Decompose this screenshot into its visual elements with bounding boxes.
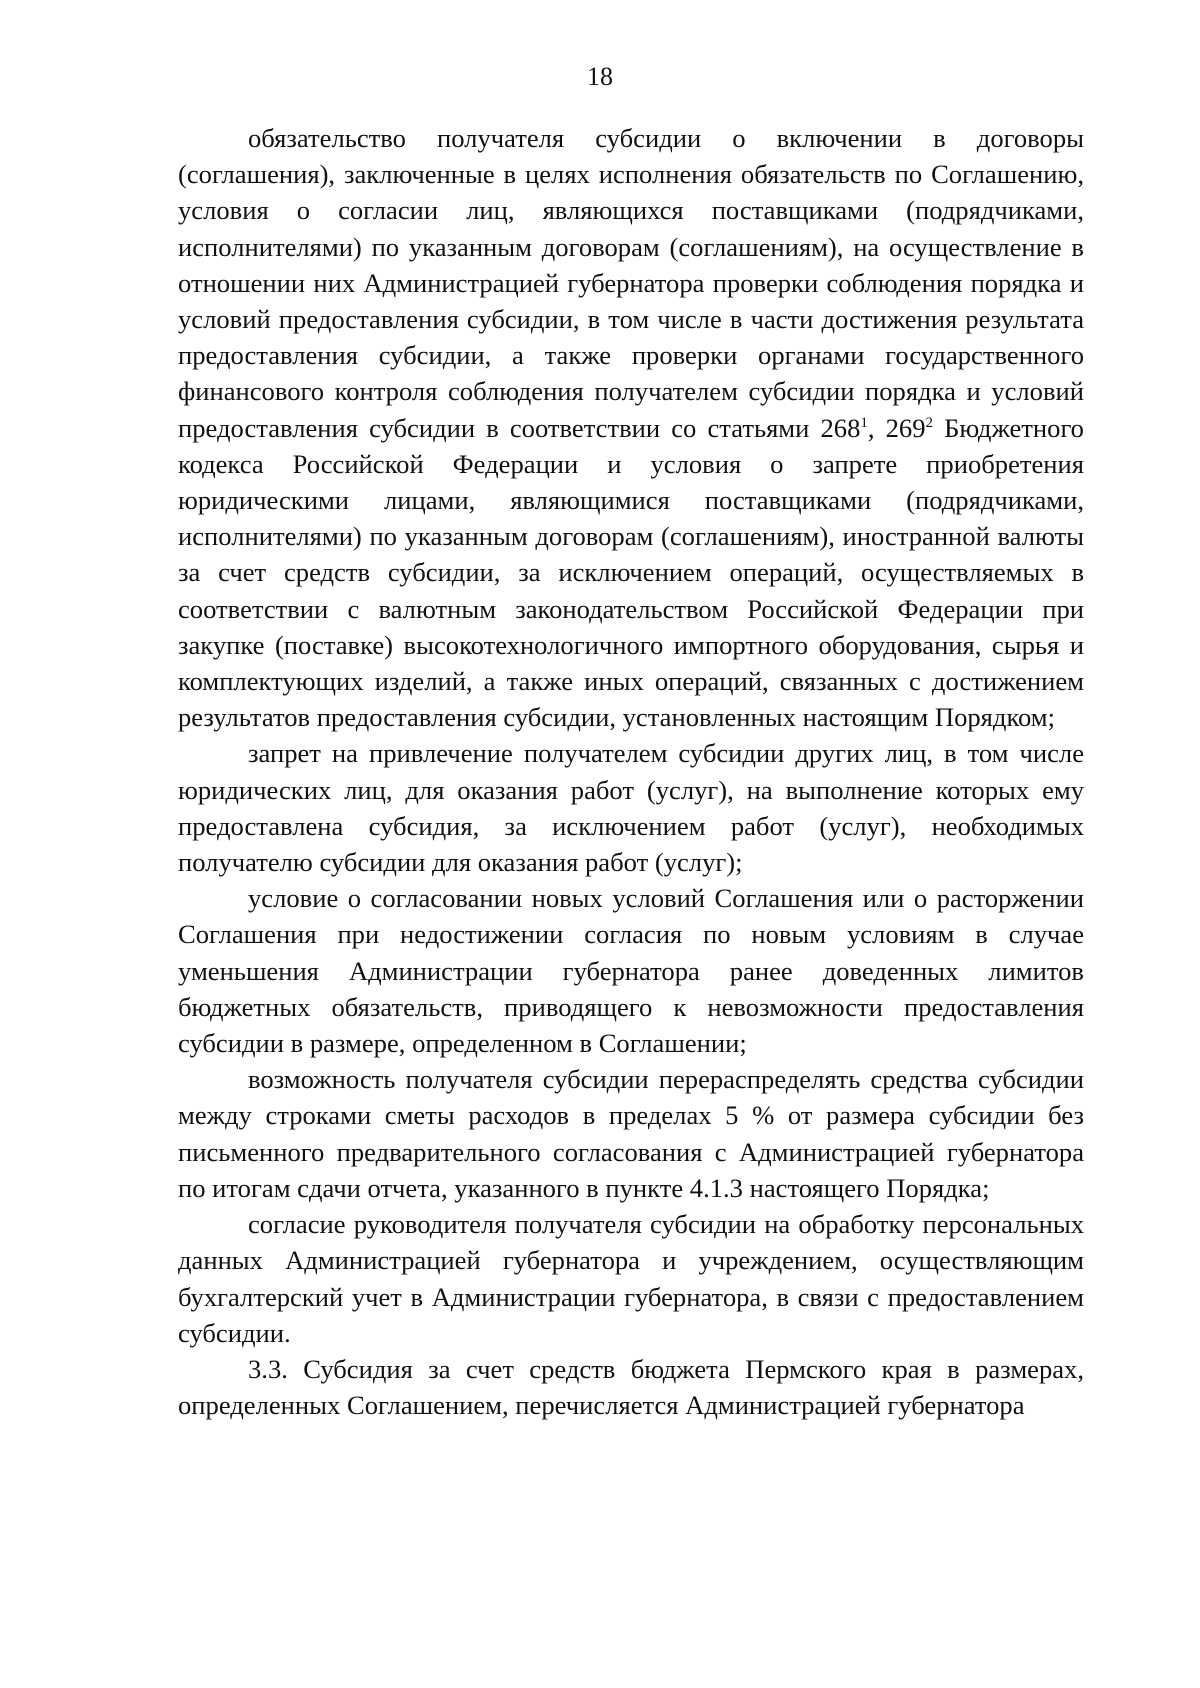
paragraph-section-3-3: 3.3. Субсидия за счет средств бюджета Пермского края в размерах, определенных Соглашением, перечисляется Администрацией губернатора [178, 1353, 1084, 1421]
paragraph-redistribution: возможность получателя субсидии перераспределять средства субсидии между строками сметы расходов в пределах 5 % от размера субсидии без письменного предварительного согласования с Администрацией губернатора по итогам сдачи отчета, указанного в пункте 4.1.3 настоящего Порядка; [178, 1064, 1084, 1203]
paragraph-text: Бюджетного кодекса Российской Федерации и условия о запрете приобретения юридическими лицами, являющимися поставщиками (подрядчиками, исполнителями) по указанным договорам (соглашениям), иностранной валюты за счет средств субсидии, за исключением операций, осуществляемых в соответствии с валютным законодательством Российской Федерации при закупке (поставке) высокотехнологичного импортного оборудования, сырья и комплектующих изделий, а также иных операций, связанных с достижением результатов предоставления субсидии, установленных настоящим Порядком; [178, 412, 1084, 733]
document-body [178, 120, 1084, 1423]
paragraph-new-conditions: условие о согласовании новых условий Соглашения или о расторжении Соглашения при недостижении согласия по новым условиям в случае уменьшения Администрации губернатора ранее доведенных лимитов бюджетных обязательств, приводящего к невозможности предоставления субсидии в размере, определенном в Соглашении; [178, 883, 1084, 1059]
superscript-marker: 1 [860, 414, 868, 431]
paragraph-text: обязательство получателя субсидии о включении в договоры (соглашения), заключенные в целях исполнения обязательств по Соглашению, условия о согласии лиц, являющихся поставщиками (подрядчиками, исполнителями) по указанным договорам (соглашениям), на осуществление в отношении них Администрацией губернатора проверки соблюдения порядка и условий предоставления субсидии, в том числе в части достижения результата предоставления субсидии, а также проверки органами государственного финансового контроля соблюдения получателем субсидии порядка и условий предоставления субсидии в соответствии со статьями 268 [178, 123, 1084, 443]
paragraph-recipient-obligation [178, 120, 1084, 735]
page-number: 18 [587, 62, 613, 91]
paragraph-text: , 269 [867, 412, 926, 443]
paragraph-personal-data-consent: согласие руководителя получателя субсидии на обработку персональных данных Администрацией губернатора и учреждением, осуществляющим бухгалтерский учет в Администрации губернатора, в связи с предоставлением субсидии. [178, 1209, 1084, 1348]
paragraph-ban-third-parties: запрет на привлечение получателем субсидии других лиц, в том числе юридических лиц, для оказания работ (услуг), на выполнение которых ему предоставлена субсидия, за исключением работ (услуг), необходимых получателю субсидии для оказания работ (услуг); [178, 738, 1084, 878]
superscript-marker: 2 [925, 414, 934, 431]
